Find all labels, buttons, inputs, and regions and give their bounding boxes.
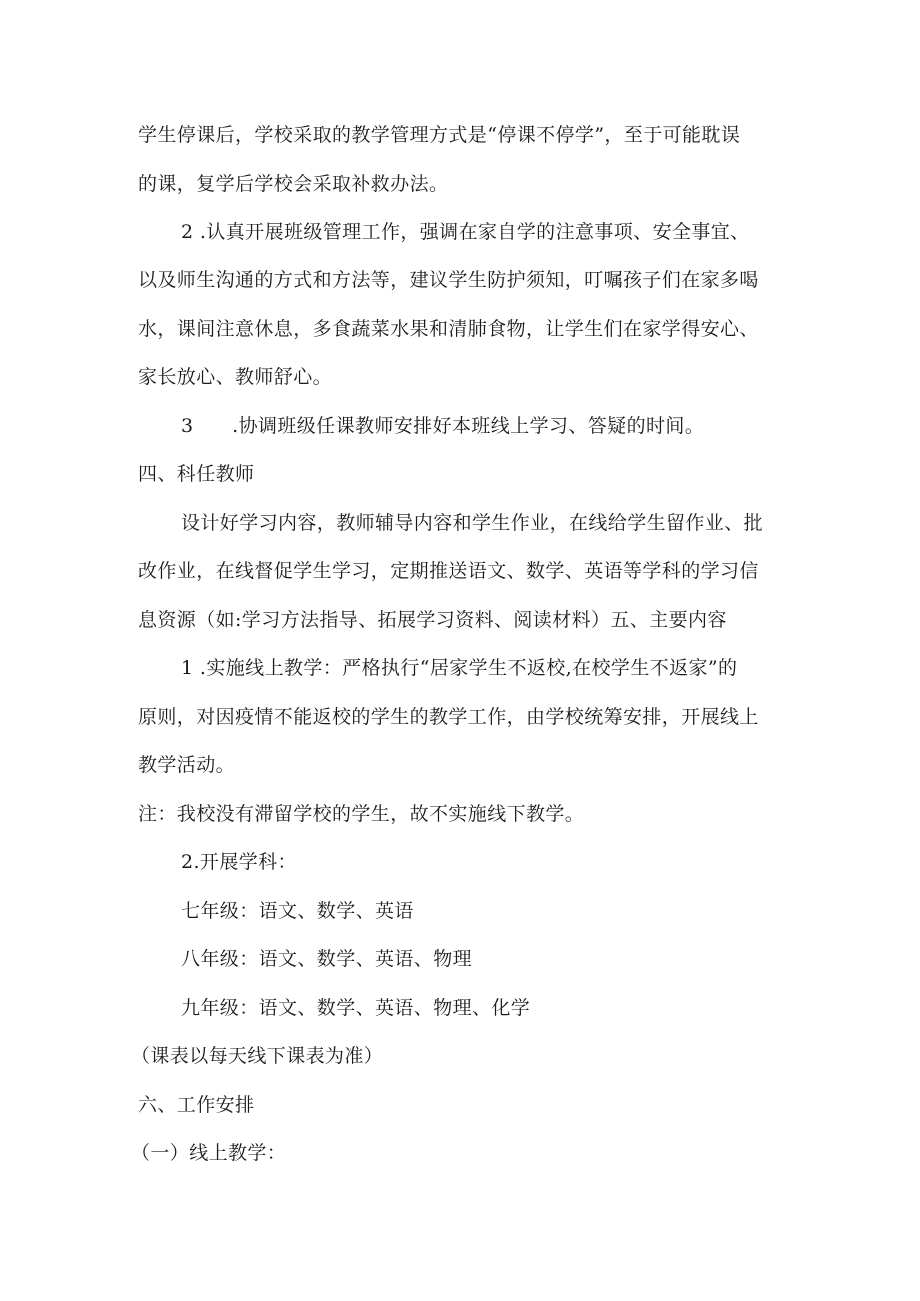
paragraph-line: 2 .认真开展班级管理工作，强调在家自学的注意事项、安全事宜、 [181,221,750,243]
paragraph-line: 3 .协调班级任课教师安排好本班线上学习、答疑的时间。 [181,415,705,437]
paragraph-line: 1 .实施线上教学：严格执行“居家学生不返校,在校学生不返家”的 [181,657,738,679]
paragraph-line: 家长放心、教师舒心。 [138,366,333,388]
paragraph-line: 设计好学习内容，教师辅导内容和学生作业，在线给学生留作业、批 [181,512,764,534]
grade-line: 九年级：语文、数学、英语、物理、化学 [181,997,531,1019]
grade-line: 八年级：语文、数学、英语、物理 [181,948,473,970]
paragraph-line: 息资源（如:学习方法指导、拓展学习资料、阅读材料）五、主要内容 [138,609,727,631]
paragraph-line: 以及师生沟通的方式和方法等，建议学生防护须知，叮嘱孩子们在家多喝 [138,269,759,291]
paragraph-line: 的课，复学后学校会采取补救办法。 [138,173,449,195]
paragraph-line: 2.开展学科： [181,851,297,873]
paragraph-line: 水，课间注意休息，多食蔬菜水果和清肺食物，让学生们在家学得安心、 [138,318,759,340]
paragraph-line: 改作业，在线督促学生学习，定期推送语文、数学、英语等学科的学习信 [138,560,759,582]
grade-line: 七年级：语文、数学、英语 [181,900,414,922]
paragraph-line: （课表以每天线下课表为准） [131,1045,384,1067]
section-heading: 六、工作安排 [138,1094,255,1116]
section-heading: 四、科任教师 [138,463,255,485]
paragraph-line: 教学活动。 [138,754,236,776]
paragraph-line: 学生停课后，学校采取的教学管理方式是“停课不停学”，至于可能耽误 [138,124,741,146]
paragraph-line: 原则，对因疫情不能返校的学生的教学工作，由学校统筹安排，开展线上 [138,706,759,728]
note-line: 注：我校没有滞留学校的学生，故不实施线下教学。 [138,803,585,825]
subsection-heading: （一）线上教学： [131,1142,287,1164]
